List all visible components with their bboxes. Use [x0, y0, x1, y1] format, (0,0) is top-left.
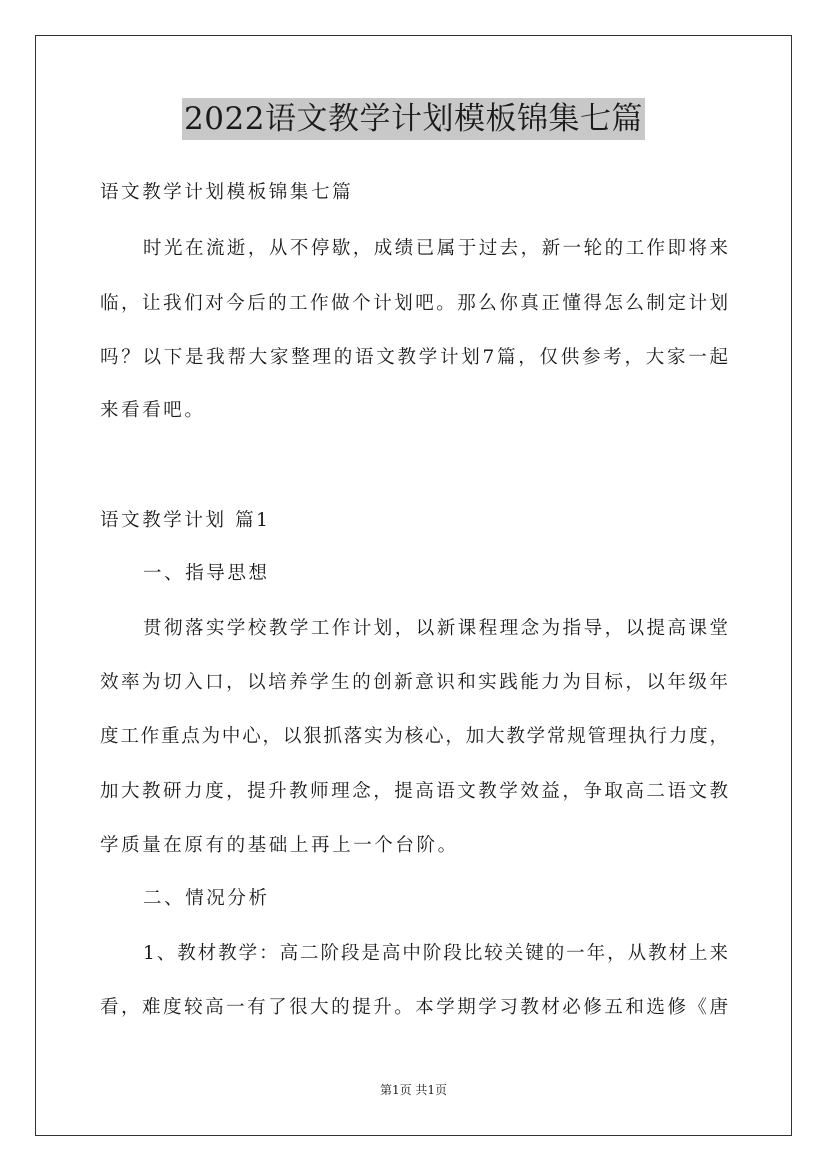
page-footer: 第1页 共1页: [379, 1083, 448, 1097]
paragraph-line: 加大教研力度，提升教师理念，提高语文教学效益，争取高二语文教: [100, 781, 728, 802]
paragraph-line: 看，难度较高一有了很大的提升。本学期学习教材必修五和选修《唐: [100, 997, 728, 1018]
intro-line: 临，让我们对今后的工作做个计划吧。那么你真正懂得怎么制定计划: [100, 293, 728, 314]
paragraph-line: 1、教材教学：高二阶段是高中阶段比较关键的一年，从教材上来: [143, 943, 728, 964]
paragraph-line: 度工作重点为中心，以狠抓落实为核心，加大教学常规管理执行力度，: [100, 726, 728, 747]
section-heading: 二、情况分析: [143, 888, 270, 909]
intro-line: 来看看吧。: [100, 400, 206, 421]
document-subtitle: 语文教学计划模板锦集七篇: [100, 182, 354, 203]
intro-line: 时光在流逝，从不停歇，成绩已属于过去，新一轮的工作即将来: [143, 238, 728, 259]
section-heading: 一、指导思想: [143, 563, 270, 584]
section-title: 语文教学计划 篇1: [100, 510, 271, 531]
title-container: [0, 98, 827, 140]
paragraph-line: 贯彻落实学校教学工作计划，以新课程理念为指导，以提高课堂: [143, 618, 728, 639]
document-title: 2022语文教学计划模板锦集七篇: [182, 98, 645, 140]
intro-line: 吗？以下是我帮大家整理的语文教学计划7篇，仅供参考，大家一起: [100, 347, 728, 368]
paragraph-line: 效率为切入口，以培养学生的创新意识和实践能力为目标，以年级年: [100, 672, 728, 693]
paragraph-line: 学质量在原有的基础上再上一个台阶。: [100, 835, 459, 856]
